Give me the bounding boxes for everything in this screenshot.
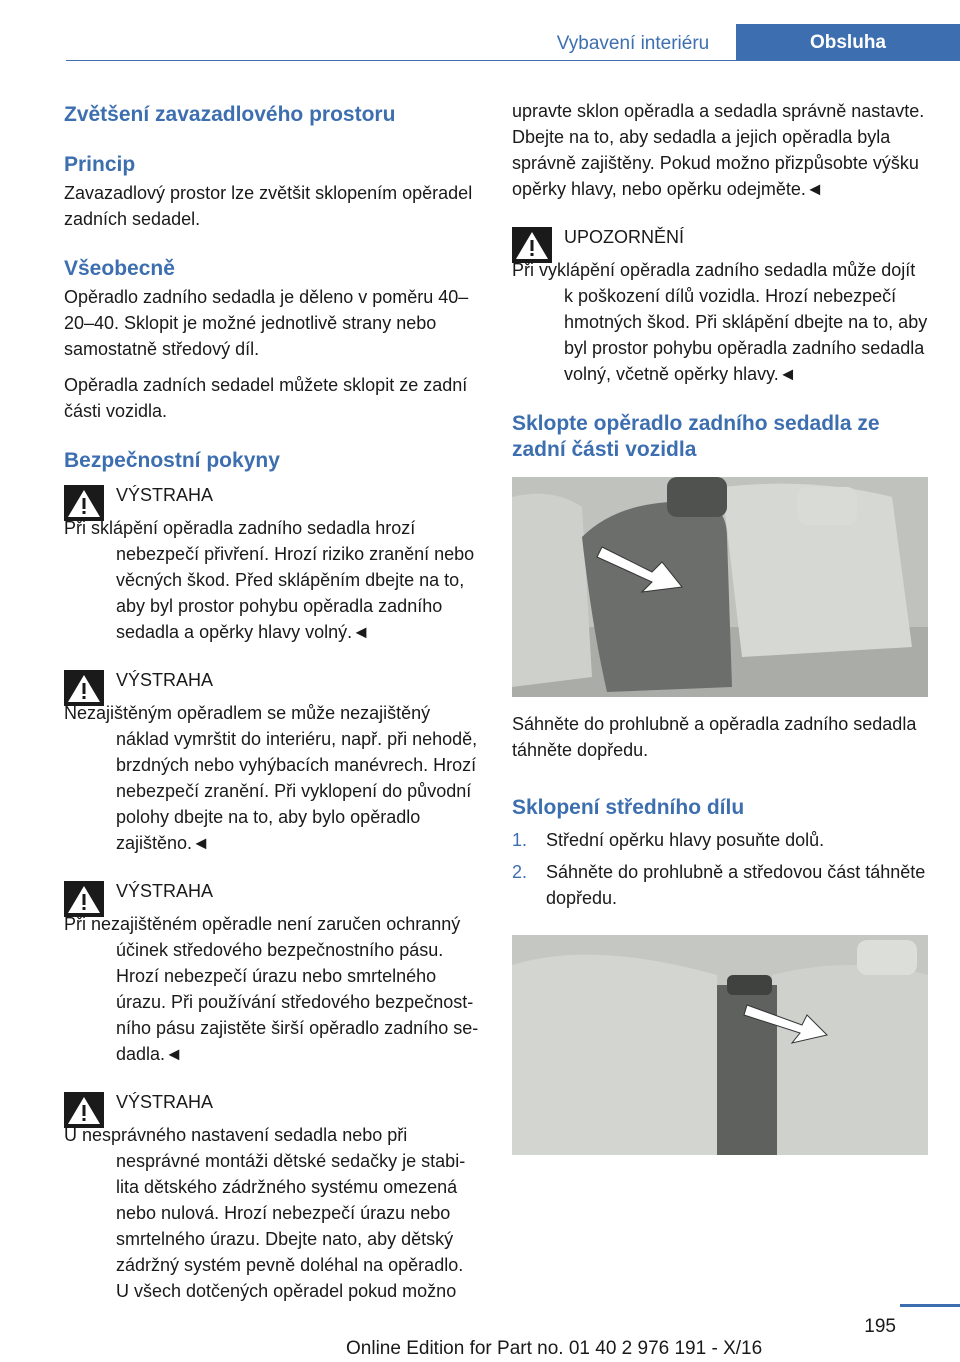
fold-heading: Sklopte opěradlo zadního sedadla ze zadní části vozidla xyxy=(512,412,880,461)
warning-text: Při nezajištěném opěradle není zaručen ochranný účinek středového bezpečnostního pásu. Hrozí nebezpečí úrazu nebo smrtelného úrazu. Při používání středového bezpečnostního pásu zajistěte širší opěradlo zadního sedadla.◄ xyxy=(64,914,479,1064)
middle-fold-photo xyxy=(512,935,928,1155)
fold-caption: Sáhněte do prohlubně a opěradla zadního sedadla táhněte dopředu. xyxy=(512,714,917,760)
caution-block xyxy=(512,224,928,387)
seat-fold-photo xyxy=(512,477,928,697)
steps-list xyxy=(512,827,928,911)
middle-heading: Sklopení středního dílu xyxy=(512,796,745,819)
warning-block xyxy=(64,1089,480,1304)
warning-label: VÝSTRAHA xyxy=(116,881,214,901)
warning-block xyxy=(64,482,480,645)
principle-heading: Princip xyxy=(64,153,136,176)
principle-text: Zavazadlový prostor lze zvětšit sklopením opěradel zadních sedadel. xyxy=(64,183,473,229)
warning-text: Při sklápění opěradla zadního sedadla hrozí nebezpečí přivření. Hrozí riziko zranění nebo věcných škod. Před sklápěním dbejte na to, aby byl prostor pohybu opěradla zadního sedadla a opěrky hlavy volný.◄ xyxy=(64,518,475,642)
left-column xyxy=(64,100,480,1304)
general-text-2: Opěradla zadních sedadel můžete sklopit ze zadní části vozidla. xyxy=(64,375,468,421)
seat-fold-illustration xyxy=(512,477,928,697)
caution-label: UPOZORNĚNÍ xyxy=(564,227,685,247)
middle-fold-illustration xyxy=(512,935,928,1155)
page-number: 195 xyxy=(864,1316,896,1337)
section-title: Zvětšení zavazadlového prostoru xyxy=(64,103,396,126)
warning-text: U nesprávného nastavení sedadla nebo při nesprávné montáži dětské sedačky je stabilita dětského zádržného systému omezená nebo nulová. Hrozí nebezpečí úrazu nebo smrtelného úrazu. Dbejte nato, aby dětský zádržný systém pevně doléhal na opěradlo. U všech dotčených opěradel pokud možno xyxy=(64,1125,466,1301)
header-chapter-tab[interactable]: Obsluha xyxy=(736,24,960,61)
warning-block xyxy=(64,878,480,1067)
warning-label: VÝSTRAHA xyxy=(116,1092,214,1112)
general-text-1: Opěradlo zadního sedadla je děleno v poměru 40–20–40. Sklopit je možné jednotlivě strany nebo samostatně středový díl. xyxy=(64,287,469,359)
list-item xyxy=(512,859,928,911)
continued-text: upravte sklon opěradla a sedadla správně nastavte. Dbejte na to, aby sedadla a jejich opěradla byla správně zajištěny. Pokud možno přizpůsobte výšku opěrky hlavy, nebo opěrku odejměte.◄ xyxy=(512,101,925,199)
step-text: Střední opěrku hlavy posuňte dolů. xyxy=(546,830,825,850)
warning-label: VÝSTRAHA xyxy=(116,670,214,690)
step-number: 2. xyxy=(512,862,528,882)
caution-text: Při vyklápění opěradla zadního sedadla může dojít k poškození dílů vozidla. Hrozí nebezpečí hmotných škod. Při sklápění dbejte na to, aby byl prostor pohybu opěradla zadního sedadla volný, včetně opěrky hlavy.◄ xyxy=(512,260,928,384)
safety-heading: Bezpečnostní pokyny xyxy=(64,449,280,472)
edition-note: Online Edition for Part no. 01 40 2 976 191 - X/16 xyxy=(346,1338,763,1359)
step-text: Sáhněte do prohlubně a středovou část táhněte dopředu. xyxy=(546,862,926,908)
list-item xyxy=(512,827,928,853)
header-section-tab[interactable]: Vybavení interiéru xyxy=(556,33,710,54)
warning-block xyxy=(64,667,480,856)
step-number: 1. xyxy=(512,830,528,850)
warning-text: Nezajištěným opěradlem se může nezajištěný náklad vymrštit do interiéru, např. při nehodě, brzdných nebo vyhýbacích manévrech. Hrozí nebezpečí zranění. Při vyklopení do původní polohy dbejte na to, aby bylo opěradlo zajištěno.◄ xyxy=(64,703,478,853)
warning-label: VÝSTRAHA xyxy=(116,485,214,505)
general-heading: Všeobecně xyxy=(64,257,175,280)
footer-rule xyxy=(900,1304,960,1307)
right-column xyxy=(512,100,928,1155)
